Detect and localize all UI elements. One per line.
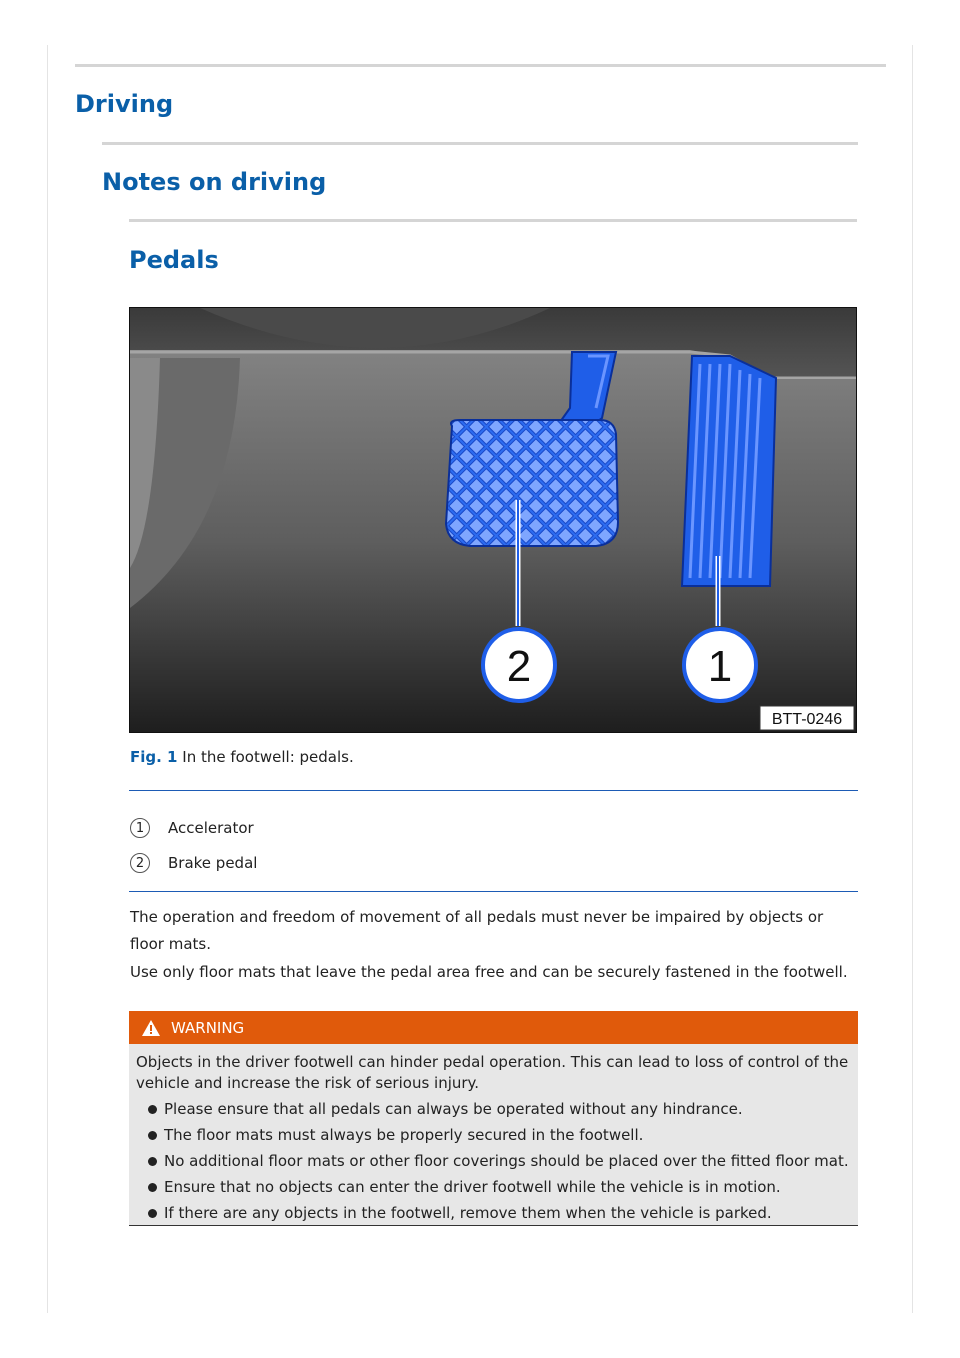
legend-item [130, 853, 257, 873]
legend-top-rule [129, 790, 858, 791]
callout-1: 1 [707, 642, 733, 691]
warning-list-item: Ensure that no objects can enter the driver footwell while the vehicle is in motion. [148, 1174, 851, 1200]
warning-list-item: The floor mats must always be properly secured in the footwell. [148, 1122, 851, 1148]
subsection-heading: Pedals [129, 246, 219, 274]
legend-label: Brake pedal [168, 854, 258, 872]
chapter-heading: Driving [75, 90, 174, 118]
body-paragraph: The operation and freedom of movement of all pedals must never be impaired by objects or floor mats. [130, 908, 824, 953]
legend-bottom-rule [129, 891, 858, 892]
legend-number: 1 [130, 818, 150, 838]
figure-label: Fig. 1 [130, 748, 178, 766]
warning-intro: Objects in the driver footwell can hinder pedal operation. This can lead to loss of control of the vehicle and increase the risk of serious injury. [136, 1053, 849, 1092]
legend-number: 2 [130, 853, 150, 873]
warning-title: WARNING [171, 1018, 245, 1037]
divider [129, 219, 857, 222]
callout-2: 2 [506, 642, 532, 691]
legend-label: Accelerator [168, 819, 254, 837]
page-left-border [47, 45, 48, 1313]
divider [75, 64, 886, 67]
section-heading: Notes on driving [102, 168, 327, 196]
divider [102, 142, 858, 145]
warning-list-item: Please ensure that all pedals can always be operated without any hindrance. [148, 1096, 851, 1122]
warning-triangle-icon [141, 1019, 161, 1037]
body-paragraph: Use only floor mats that leave the pedal area free and can be securely fastened in the footwell. [130, 963, 848, 981]
warning-body [129, 1044, 858, 1226]
warning-list-item: If there are any objects in the footwell, remove them when the vehicle is parked. [148, 1200, 851, 1226]
warning-header [129, 1011, 858, 1044]
legend-item [130, 818, 254, 838]
figure-code: BTT-0246 [771, 711, 843, 728]
warning-list [136, 1096, 851, 1226]
pedals-illustration [129, 307, 857, 733]
figure-caption [130, 748, 354, 766]
figure-caption-text: In the footwell: pedals. [182, 748, 354, 766]
page-right-border [912, 45, 913, 1313]
warning-list-item: No additional floor mats or other floor coverings should be placed over the fitted floor mat. [148, 1148, 851, 1174]
